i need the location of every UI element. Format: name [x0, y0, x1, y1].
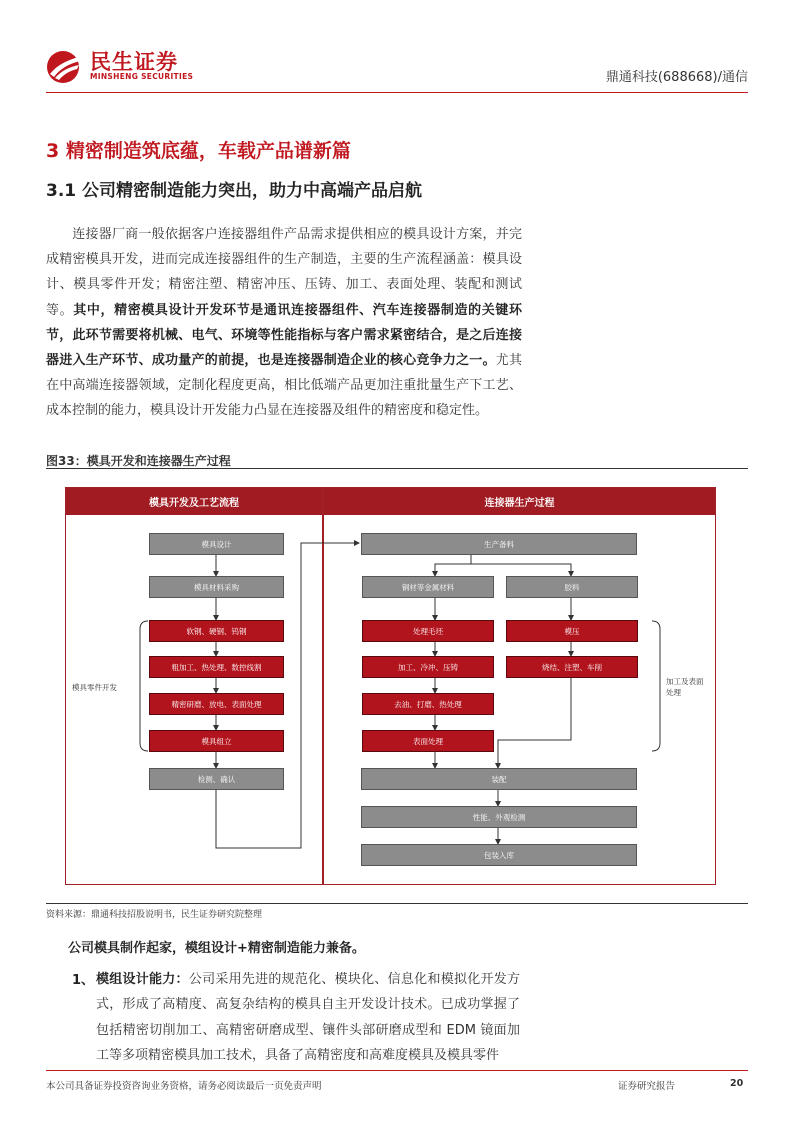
section-title: 3 精密制造筑底蕴，车载产品谱新篇 — [46, 140, 351, 162]
flow-box-mold-assembly: 模具组立 — [149, 730, 284, 752]
footer-doc-type: 证券研究报告 — [618, 1081, 676, 1092]
flow-box-blank-processing: 处理毛坯 — [362, 620, 494, 642]
flow-box-material-purchase: 模具材料采购 — [149, 576, 284, 598]
flow-box-sinter-inject: 烧结、注塑、车削 — [506, 656, 638, 678]
flow-box-production-prep: 生产备料 — [361, 533, 637, 555]
process-diagram — [65, 487, 716, 885]
figure-title: 图33：模具开发和连接器生产过程 — [46, 454, 231, 468]
list-item-number: 1、 — [72, 973, 95, 988]
subsection-title: 3.1 公司精密制造能力突出，助力中高端产品启航 — [46, 181, 423, 201]
bracket-label-mold-parts: 模具零件开发 — [72, 683, 117, 692]
flow-box-molding: 模压 — [506, 620, 638, 642]
flow-box-mold-design: 模具设计 — [149, 533, 284, 555]
flow-box-packing-storage: 包装入库 — [361, 844, 637, 866]
bracket-label-processing: 加工及表面处理 — [666, 677, 704, 697]
page-number: 20 — [730, 1078, 744, 1089]
flow-box-degrease-grind: 去油、打磨、热处理 — [362, 693, 494, 715]
flow-box-rough-machining: 粗加工、热处理、数控线割 — [149, 656, 284, 678]
report-ticker-header: 鼎通科技(688668)/通信 — [605, 70, 748, 85]
flow-box-machining-stamping: 加工、冷冲、压铸 — [362, 656, 494, 678]
list-item-body: 公司采用先进的规范化、模块化、信息化和模拟化开发方式，形成了高精度、高复杂结构的模具自主开发设计技术。已成功掌握了包括精密切削加工、高精密研磨成型、镶件头部研磨成型和 EDM 镜面加工等多项精密模具加工技术，具备了高精密度和高难度模具及模具零件 — [96, 972, 520, 1063]
figure-source: 资料来源：鼎通科技招股说明书，民生证券研究院整理 — [46, 910, 263, 920]
paragraph-bold: 其中，精密模具设计开发环节是通讯连接器组件、汽车连接器制造的关键环节，此环节需要将机械、电气、环境等性能指标与客户需求紧密结合，是之后连接器进入生产环节、成功量产的前提，也是连接器制造企业的核心竞争力之一。 — [46, 302, 522, 369]
paragraph-part1: 连接器厂商一般依据客户连接器组件产品需求提供相应的模具设计方案，并完成精密模具开发，进而完成连接器组件的生产制造，主要的生产流程涵盖：模具设计、模具零件开发；精密注塑、精密冲压、压铸、加工、表面处理、装配和测试等。 — [46, 227, 522, 318]
list-item-bold: 模组设计能力： — [96, 972, 189, 987]
source-rule — [46, 903, 748, 904]
minsheng-logo-icon — [46, 50, 84, 84]
flow-box-precision-grinding: 精密研磨、放电、表面处理 — [149, 693, 284, 715]
figure-top-rule — [46, 468, 748, 469]
flow-box-assembly: 装配 — [361, 768, 637, 790]
flow-box-glue-material: 胶料 — [506, 576, 638, 598]
header-divider — [46, 92, 748, 93]
body-paragraph — [46, 222, 522, 424]
left-column-header: 模具开发及工艺流程 — [66, 488, 322, 515]
lead-sentence: 公司模具制作起家，模组设计+精密制造能力兼备。 — [68, 941, 365, 956]
paragraph-part2: 尤其在中高端连接器领域，定制化程度更高，相比低端产品更加注重批量生产下工艺、成本控制的能力，模具设计开发能力凸显在连接器及组件的精密度和稳定性。 — [46, 353, 522, 419]
flow-box-metal-material: 铜材等金属材料 — [362, 576, 494, 598]
list-item-text — [96, 967, 520, 1068]
logo-name-en: MINSHENG SECURITIES — [90, 72, 194, 81]
logo-name-cn: 民生证券 — [90, 50, 178, 74]
footer-disclaimer: 本公司具备证券投资咨询业务资格，请务必阅读最后一页免责声明 — [46, 1081, 322, 1092]
flow-box-surface-treatment: 表面处理 — [362, 730, 494, 752]
footer-divider — [46, 1070, 748, 1071]
flow-box-steel-types: 软钢、硬钢、钨钢 — [149, 620, 284, 642]
flow-box-performance-check: 性能、外观检测 — [361, 806, 637, 828]
right-column-header: 连接器生产过程 — [324, 488, 715, 515]
flow-box-inspection-confirm: 检测、确认 — [149, 768, 284, 790]
